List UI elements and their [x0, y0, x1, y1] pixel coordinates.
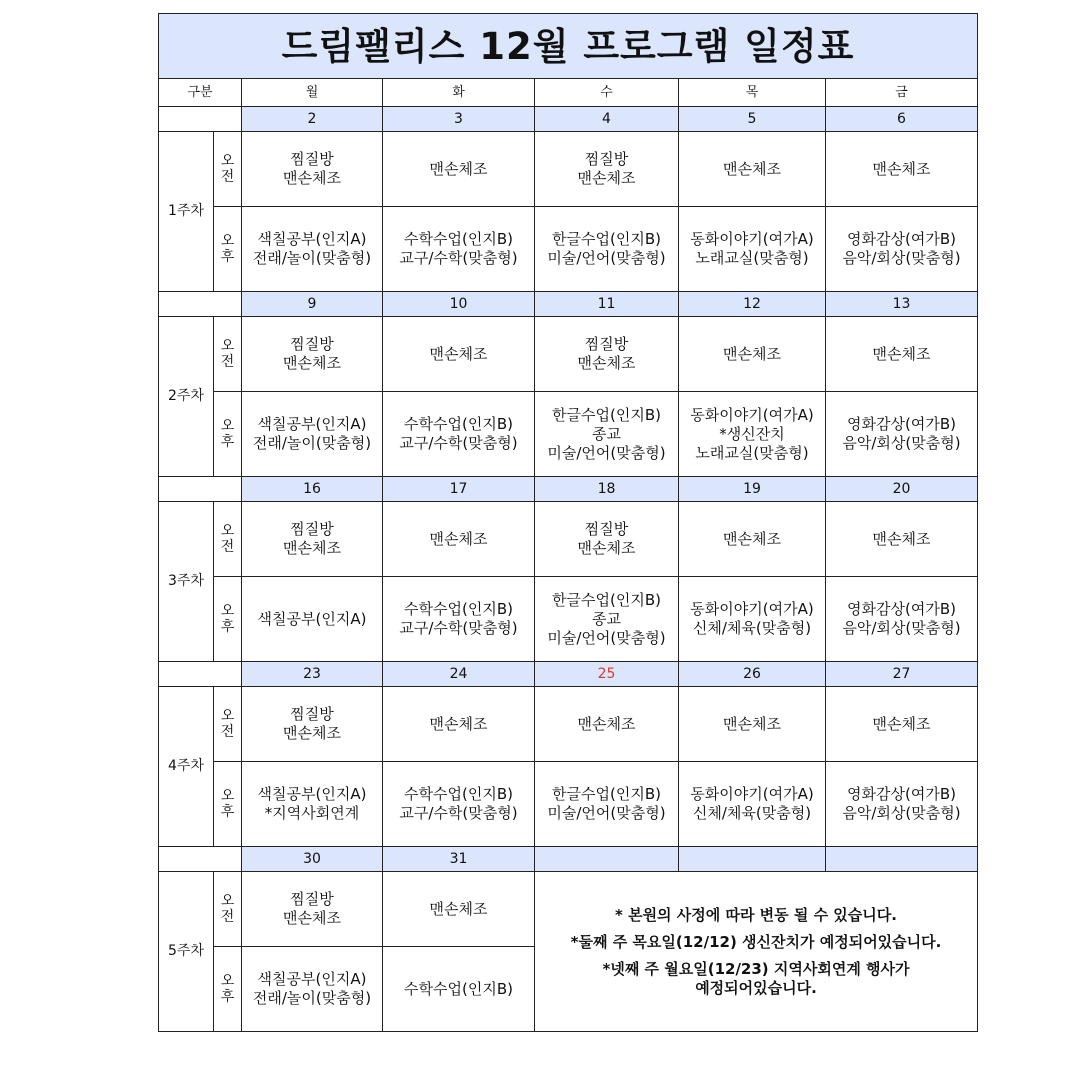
cell-line: 전: [220, 724, 235, 740]
cell-line: 오: [220, 153, 235, 169]
cell-line: 찜질방: [290, 520, 334, 538]
cell-line: 수학수업(인지B): [404, 415, 513, 433]
cell-line: 오: [220, 788, 235, 804]
cell-line: 미술/언어(맞춤형): [547, 628, 666, 647]
date-cell: 9: [242, 292, 383, 317]
am-program-cell: [826, 317, 978, 392]
date-spacer: [159, 662, 242, 687]
pm-program-cell: [242, 207, 383, 292]
date-cell: [679, 847, 826, 872]
pm-program-cell: [535, 207, 679, 292]
date-cell: 11: [535, 292, 679, 317]
week-label: 4주차: [159, 687, 214, 847]
cell-line: 맨손체조: [283, 724, 341, 742]
date-cell: 2: [242, 107, 383, 132]
cell-line: 오: [220, 603, 235, 619]
date-row: [159, 662, 978, 687]
pm-program-cell: [242, 947, 383, 1032]
cell-line: 맨손체조: [283, 169, 341, 187]
cell-line: 한글수업(인지B): [552, 405, 661, 424]
pm-program-cell: [826, 577, 978, 662]
date-cell: 20: [826, 477, 978, 502]
pm-program-cell: [826, 762, 978, 847]
date-cell: 23: [242, 662, 383, 687]
cell-line: 전래/놀이(맞춤형): [252, 434, 372, 452]
date-cell: 16: [242, 477, 383, 502]
cell-line: 맨손체조: [723, 714, 781, 733]
pm-program-cell: [679, 762, 826, 847]
cell-line: 오: [220, 973, 235, 989]
date-cell: 13: [826, 292, 978, 317]
am-program-cell: [826, 132, 978, 207]
cell-line: 후: [220, 989, 235, 1005]
date-row: [159, 477, 978, 502]
pm-row: [159, 207, 978, 292]
date-spacer: [159, 477, 242, 502]
week-label: 2주차: [159, 317, 214, 477]
pm-row: [159, 762, 978, 847]
cell-line: 한글수업(인지B): [552, 590, 661, 609]
date-row: [159, 847, 978, 872]
am-label: [214, 502, 242, 577]
cell-line: 색칠공부(인지A): [257, 415, 367, 433]
cell-line: 교구/수학(맞춤형): [399, 619, 518, 637]
am-program-cell: [679, 502, 826, 577]
cell-line: 후: [220, 619, 235, 635]
cell-line: 수학수업(인지B): [404, 230, 513, 248]
am-row: [159, 317, 978, 392]
am-program-cell: [826, 502, 978, 577]
cell-line: 음악/회상(맞춤형): [842, 804, 961, 822]
date-cell: 6: [826, 107, 978, 132]
cell-line: 전: [220, 909, 235, 925]
cell-line: 색칠공부(인지A): [257, 785, 367, 803]
am-program-cell: [826, 687, 978, 762]
note-line: 예정되어있습니다.: [695, 978, 817, 997]
cell-line: 찜질방: [584, 520, 629, 538]
cell-line: 오: [220, 418, 235, 434]
pm-program-cell: [383, 947, 535, 1032]
am-program-cell: [242, 132, 383, 207]
date-cell: 26: [679, 662, 826, 687]
cell-line: 음악/회상(맞춤형): [842, 434, 961, 452]
pm-program-cell: [679, 577, 826, 662]
cell-line: 맨손체조: [429, 344, 488, 363]
cell-line: 오: [220, 233, 235, 249]
cell-line: 동화이야기(여가A): [690, 785, 814, 803]
am-label: [214, 687, 242, 762]
date-cell: 3: [383, 107, 535, 132]
cell-line: 미술/언어(맞춤형): [547, 804, 666, 822]
week-label: 1주차: [159, 132, 214, 292]
date-spacer: [159, 107, 242, 132]
cell-line: 맨손체조: [283, 354, 341, 372]
am-row: [159, 132, 978, 207]
header-day-fri: 금: [826, 79, 978, 107]
am-program-cell: [383, 132, 535, 207]
cell-line: 맨손체조: [723, 344, 781, 363]
cell-line: 종교: [592, 424, 621, 443]
am-program-cell: [679, 687, 826, 762]
am-program-cell: [242, 687, 383, 762]
note-paragraph: [535, 933, 977, 952]
cell-line: 교구/수학(맞춤형): [399, 434, 518, 452]
cell-line: 영화감상(여가B): [847, 785, 956, 803]
cell-line: 동화이야기(여가A): [690, 405, 814, 424]
cell-line: 맨손체조: [723, 529, 781, 548]
cell-line: 오: [220, 893, 235, 909]
cell-line: 찜질방: [584, 335, 629, 353]
am-label: [214, 317, 242, 392]
cell-line: 찜질방: [290, 335, 334, 353]
schedule-table: [158, 13, 978, 1032]
pm-program-cell: [826, 207, 978, 292]
cell-line: 맨손체조: [283, 909, 341, 927]
cell-line: 찜질방: [584, 150, 629, 168]
cell-line: 찜질방: [290, 705, 334, 723]
pm-program-cell: [826, 392, 978, 477]
pm-program-cell: [383, 577, 535, 662]
cell-line: 맨손체조: [283, 539, 341, 557]
cell-line: 맨손체조: [577, 169, 636, 187]
date-cell: 10: [383, 292, 535, 317]
note-line: *넷째 주 월요일(12/23) 지역사회연계 행사가: [602, 959, 910, 978]
header-day-thu: 목: [679, 79, 826, 107]
cell-line: 후: [220, 434, 235, 450]
am-label: [214, 872, 242, 947]
am-program-cell: [535, 317, 679, 392]
cell-line: 전: [220, 539, 235, 555]
cell-line: 후: [220, 249, 235, 265]
date-cell: 30: [242, 847, 383, 872]
date-cell: 19: [679, 477, 826, 502]
cell-line: 전래/놀이(맞춤형): [252, 249, 372, 267]
header-day-tue: 화: [383, 79, 535, 107]
cell-line: 맨손체조: [429, 899, 488, 918]
cell-line: 전: [220, 169, 235, 185]
cell-line: 미술/언어(맞춤형): [547, 443, 666, 462]
pm-program-cell: [535, 762, 679, 847]
am-program-cell: [383, 502, 535, 577]
cell-line: 노래교실(맞춤형): [695, 249, 809, 267]
cell-line: 음악/회상(맞춤형): [842, 249, 961, 267]
pm-program-cell: [383, 392, 535, 477]
cell-line: 색칠공부(인지A): [257, 230, 367, 248]
date-spacer: [159, 292, 242, 317]
cell-line: 색칠공부(인지A): [257, 970, 367, 988]
cell-line: 음악/회상(맞춤형): [842, 619, 961, 637]
cell-line: 동화이야기(여가A): [690, 600, 814, 618]
cell-line: 종교: [592, 609, 621, 628]
date-row: [159, 107, 978, 132]
am-program-cell: [383, 317, 535, 392]
pm-program-cell: [242, 762, 383, 847]
date-cell: 24: [383, 662, 535, 687]
pm-row: [159, 392, 978, 477]
cell-line: 수학수업(인지B): [404, 979, 513, 998]
cell-line: 노래교실(맞춤형): [695, 443, 809, 462]
date-cell: 25: [535, 662, 679, 687]
note-paragraph: [535, 960, 977, 998]
date-cell: 5: [679, 107, 826, 132]
date-cell: 31: [383, 847, 535, 872]
am-program-cell: [679, 132, 826, 207]
cell-line: 색칠공부(인지A): [257, 609, 367, 628]
am-row: [159, 502, 978, 577]
pm-label: [214, 947, 242, 1032]
cell-line: 오: [220, 338, 235, 354]
cell-line: 맨손체조: [723, 159, 781, 178]
date-spacer: [159, 847, 242, 872]
date-cell: 12: [679, 292, 826, 317]
cell-line: 맨손체조: [872, 714, 931, 733]
pm-program-cell: [679, 392, 826, 477]
week-label: 5주차: [159, 872, 214, 1032]
pm-program-cell: [535, 392, 679, 477]
am-program-cell: [242, 872, 383, 947]
pm-label: [214, 392, 242, 477]
cell-line: 전래/놀이(맞춤형): [252, 989, 372, 1007]
am-program-cell: [242, 317, 383, 392]
pm-program-cell: [242, 577, 383, 662]
cell-line: 수학수업(인지B): [404, 785, 513, 803]
cell-line: 맨손체조: [577, 354, 636, 372]
cell-line: 동화이야기(여가A): [690, 230, 814, 248]
date-row: [159, 292, 978, 317]
cell-line: *지역사회연계: [264, 804, 360, 822]
cell-line: 오: [220, 708, 235, 724]
note-paragraph: [535, 906, 977, 925]
date-cell: 27: [826, 662, 978, 687]
date-cell: [535, 847, 679, 872]
header-day-mon: 월: [242, 79, 383, 107]
cell-line: 맨손체조: [577, 714, 636, 733]
week-label: 3주차: [159, 502, 214, 662]
note-line: * 본원의 사정에 따라 변동 될 수 있습니다.: [615, 905, 897, 924]
date-cell: 18: [535, 477, 679, 502]
am-row: [159, 687, 978, 762]
cell-line: 오: [220, 523, 235, 539]
header-day-wed: 수: [535, 79, 679, 107]
cell-line: 전: [220, 354, 235, 370]
cell-line: 맨손체조: [872, 529, 931, 548]
note-line: *둘째 주 목요일(12/12) 생신잔치가 예정되어있습니다.: [570, 932, 942, 951]
am-label: [214, 132, 242, 207]
date-cell: 4: [535, 107, 679, 132]
cell-line: 신체/체육(맞춤형): [692, 619, 812, 637]
cell-line: 수학수업(인지B): [404, 600, 513, 618]
am-program-cell: [383, 872, 535, 947]
notes-block: [535, 872, 978, 1032]
cell-line: 맨손체조: [872, 344, 931, 363]
am-program-cell: [383, 687, 535, 762]
date-cell: [826, 847, 978, 872]
page-title: 드림팰리스 12월 프로그램 일정표: [159, 14, 978, 79]
cell-line: 영화감상(여가B): [847, 230, 956, 248]
am-program-cell: [535, 132, 679, 207]
cell-line: 맨손체조: [872, 159, 931, 178]
pm-program-cell: [383, 207, 535, 292]
cell-line: 맨손체조: [429, 159, 488, 178]
cell-line: 교구/수학(맞춤형): [399, 249, 518, 267]
pm-label: [214, 762, 242, 847]
cell-line: 신체/체육(맞춤형): [692, 804, 812, 822]
am-program-cell: [242, 502, 383, 577]
pm-program-cell: [535, 577, 679, 662]
header-category: 구분: [159, 79, 242, 107]
am-row: [159, 872, 978, 947]
cell-line: 맨손체조: [429, 714, 488, 733]
cell-line: 맨손체조: [429, 529, 488, 548]
cell-line: 한글수업(인지B): [552, 230, 661, 248]
am-program-cell: [535, 502, 679, 577]
pm-label: [214, 207, 242, 292]
pm-row: [159, 577, 978, 662]
cell-line: *생신잔치: [719, 424, 785, 443]
am-program-cell: [679, 317, 826, 392]
cell-line: 미술/언어(맞춤형): [547, 249, 666, 267]
cell-line: 한글수업(인지B): [552, 785, 661, 803]
pm-program-cell: [242, 392, 383, 477]
pm-program-cell: [679, 207, 826, 292]
cell-line: 찜질방: [290, 890, 334, 908]
cell-line: 맨손체조: [577, 539, 636, 557]
cell-line: 후: [220, 804, 235, 820]
pm-label: [214, 577, 242, 662]
cell-line: 영화감상(여가B): [847, 415, 956, 433]
cell-line: 영화감상(여가B): [847, 600, 956, 618]
pm-program-cell: [383, 762, 535, 847]
cell-line: 찜질방: [290, 150, 334, 168]
am-program-cell: [535, 687, 679, 762]
date-cell: 17: [383, 477, 535, 502]
cell-line: 교구/수학(맞춤형): [399, 804, 518, 822]
